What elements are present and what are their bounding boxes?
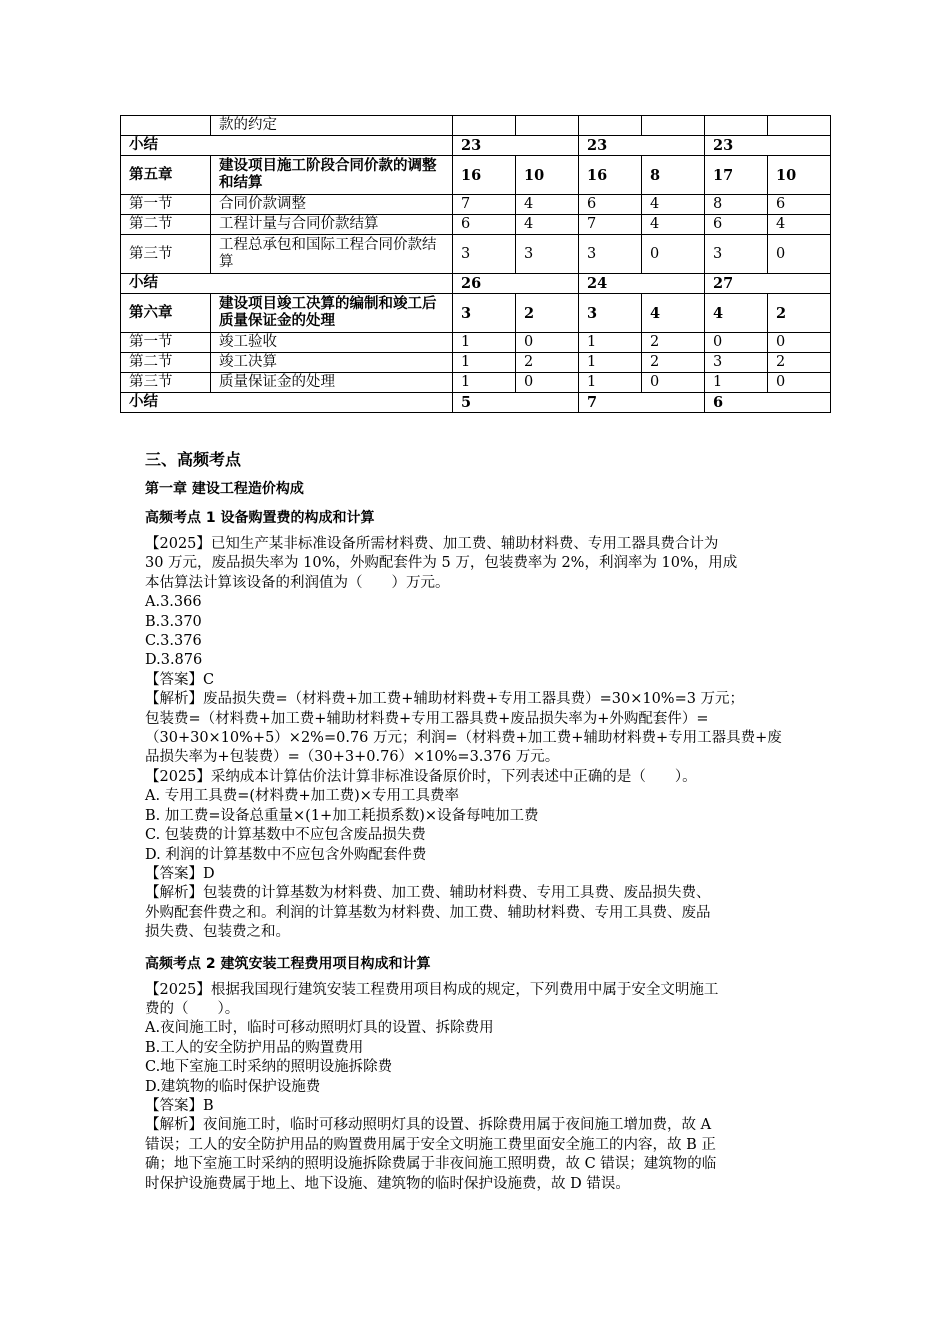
- row-title: 款的约定: [211, 116, 453, 136]
- text-line: C. 包装费的计算基数中不应包含废品损失费: [145, 827, 426, 844]
- subtotal-value: 23: [579, 136, 705, 156]
- key-point-2-text: [145, 981, 805, 1194]
- cell-value: [516, 116, 579, 136]
- row-title: 竣工验收: [211, 333, 453, 353]
- cell-value: [453, 116, 516, 136]
- text-line: 本估算法计算该设备的利润值为（ ）万元。: [145, 574, 450, 591]
- cell-value: 3: [579, 294, 642, 333]
- table-row: [121, 235, 831, 274]
- cell-value: 1: [579, 333, 642, 353]
- cell-value: 2: [516, 294, 579, 333]
- cell-value: 4: [516, 195, 579, 215]
- text-line: 【解析】夜间施工时，临时可移动照明灯具的设置、拆除费用属于夜间施工增加费，故 A: [145, 1117, 712, 1134]
- text-line: A.夜间施工时，临时可移动照明灯具的设置、拆除费用: [145, 1020, 494, 1037]
- cell-value: 4: [642, 294, 705, 333]
- text-line: 【答案】D: [145, 865, 215, 882]
- cell-value: 4: [768, 215, 831, 235]
- text-line: D. 利润的计算基数中不应包含外购配套件费: [145, 846, 427, 863]
- subtotal-value: 6: [705, 393, 831, 413]
- cell-value: 3: [453, 294, 516, 333]
- cell-value: 0: [768, 333, 831, 353]
- cell-value: 8: [642, 156, 705, 195]
- cell-value: [579, 116, 642, 136]
- text-line: A. 专用工具费=(材料费+加工费)×专用工具费率: [145, 788, 459, 805]
- row-label: [121, 116, 211, 136]
- text-line: D.建筑物的临时保护设施费: [145, 1078, 321, 1095]
- table-row: [121, 215, 831, 235]
- cell-value: 2: [642, 353, 705, 373]
- cell-value: 6: [453, 215, 516, 235]
- table-row: [121, 274, 831, 294]
- cell-value: 6: [705, 215, 768, 235]
- text-line: 费的（ ）。: [145, 1000, 240, 1017]
- row-title: 工程计量与合同价款结算: [211, 215, 453, 235]
- chapter-title: 第一章 建设工程造价构成: [145, 481, 304, 497]
- row-label: 第二节: [121, 215, 211, 235]
- table-row: [121, 116, 831, 136]
- text-line: （30+30×10%+5）×2%=0.76 万元；利润=（材料费+加工费+辅助材料费+专用工器具费+废: [145, 730, 782, 747]
- cell-value: 4: [516, 215, 579, 235]
- cell-value: 3: [516, 235, 579, 274]
- row-label: 第一节: [121, 195, 211, 215]
- text-line: 【答案】B: [145, 1097, 214, 1114]
- subtotal-value: 23: [705, 136, 831, 156]
- row-label: 小结: [121, 136, 453, 156]
- row-label: 第五章: [121, 156, 211, 195]
- cell-value: 6: [579, 195, 642, 215]
- table-row: [121, 195, 831, 215]
- text-line: 【2025】已知生产某非标准设备所需材料费、加工费、辅助材料费、专用工器具费合计为: [145, 536, 719, 552]
- row-title: 合同价款调整: [211, 195, 453, 215]
- table-row: [121, 353, 831, 373]
- text-line: 错误；工人的安全防护用品的购置费用属于安全文明施工费里面安全施工的内容，故 B 正: [145, 1136, 716, 1153]
- table-row: [121, 393, 831, 413]
- cell-value: 3: [453, 235, 516, 274]
- cell-value: 7: [579, 215, 642, 235]
- cell-value: 4: [642, 195, 705, 215]
- text-line: D.3.876: [145, 652, 203, 669]
- text-line: 30 万元，废品损失率为 10%，外购配套件为 5 万，包装费率为 2%，利润率为 10%，用成: [145, 555, 738, 572]
- table-row: [121, 156, 831, 195]
- key-point-1-title: 高频考点 1 设备购置费的构成和计算: [145, 510, 375, 526]
- cell-value: 1: [705, 373, 768, 393]
- cell-value: 16: [453, 156, 516, 195]
- cell-value: 2: [768, 294, 831, 333]
- table-row: [121, 333, 831, 353]
- cell-value: 16: [579, 156, 642, 195]
- cell-value: 0: [642, 373, 705, 393]
- cell-value: 1: [453, 353, 516, 373]
- row-title: 质量保证金的处理: [211, 373, 453, 393]
- cell-value: 2: [642, 333, 705, 353]
- cell-value: 2: [516, 353, 579, 373]
- cell-value: 2: [768, 353, 831, 373]
- text-line: 【2025】根据我国现行建筑安装工程费用项目构成的规定，下列费用中属于安全文明施工: [145, 981, 719, 998]
- text-line: B.3.370: [145, 613, 202, 630]
- table-row: [121, 136, 831, 156]
- cell-value: 10: [768, 156, 831, 195]
- row-label: 第一节: [121, 333, 211, 353]
- content-body: [145, 441, 805, 1194]
- text-line: 时保护设施费属于地上、地下设施、建筑物的临时保护设施费，故 D 错误。: [145, 1175, 630, 1192]
- cell-value: 17: [705, 156, 768, 195]
- cell-value: 3: [705, 353, 768, 373]
- section-title: 三、高频考点: [145, 450, 242, 469]
- cell-value: 4: [642, 215, 705, 235]
- cell-value: 8: [705, 195, 768, 215]
- text-line: 【答案】C: [145, 671, 215, 688]
- text-line: A.3.366: [145, 594, 202, 611]
- subtotal-value: 24: [579, 274, 705, 294]
- cell-value: 1: [453, 373, 516, 393]
- text-line: 【解析】废品损失费=（材料费+加工费+辅助材料费+专用工器具费）=30×10%=3 万元；: [145, 691, 745, 708]
- exam-statistics-table: [120, 115, 831, 413]
- row-title: 建设项目施工阶段合同价款的调整和结算: [211, 156, 453, 195]
- text-line: 包装费=（材料费+加工费+辅助材料费+专用工器具费+废品损失率为+外购配套件）=: [145, 710, 709, 727]
- row-title: 工程总承包和国际工程合同价款结算: [211, 235, 453, 274]
- key-point-1-text: [145, 535, 805, 943]
- cell-value: 0: [768, 235, 831, 274]
- subtotal-value: 26: [453, 274, 579, 294]
- text-line: C.3.376: [145, 633, 202, 650]
- key-point-2-title: 高频考点 2 建筑安装工程费用项目构成和计算: [145, 955, 431, 972]
- text-line: 损失费、包装费之和。: [145, 924, 290, 941]
- cell-value: 1: [579, 353, 642, 373]
- row-label: 小结: [121, 274, 453, 294]
- cell-value: 3: [579, 235, 642, 274]
- text-line: 【解析】包装费的计算基数为材料费、加工费、辅助材料费、专用工具费、废品损失费、: [145, 885, 711, 902]
- cell-value: 6: [768, 195, 831, 215]
- cell-value: 0: [516, 333, 579, 353]
- subtotal-value: 5: [453, 393, 579, 413]
- cell-value: 4: [705, 294, 768, 333]
- text-line: 【2025】采纳成本计算估价法计算非标准设备原价时，下列表述中正确的是（ ）。: [145, 768, 697, 785]
- row-label: 小结: [121, 393, 453, 413]
- cell-value: 1: [579, 373, 642, 393]
- table-row: [121, 373, 831, 393]
- subtotal-value: 7: [579, 393, 705, 413]
- cell-value: [768, 116, 831, 136]
- row-title: 竣工决算: [211, 353, 453, 373]
- text-line: 确；地下室施工时采纳的照明设施拆除费属于非夜间施工照明费，故 C 错误；建筑物的临: [145, 1156, 717, 1173]
- cell-value: [705, 116, 768, 136]
- cell-value: 0: [705, 333, 768, 353]
- cell-value: 3: [705, 235, 768, 274]
- row-title: 建设项目竣工决算的编制和竣工后质量保证金的处理: [211, 294, 453, 333]
- row-label: 第六章: [121, 294, 211, 333]
- cell-value: 1: [453, 333, 516, 353]
- subtotal-value: 23: [453, 136, 579, 156]
- table-row: [121, 294, 831, 333]
- text-line: 外购配套件费之和。利润的计算基数为材料费、加工费、辅助材料费、专用工具费、废品: [145, 904, 711, 921]
- text-line: 品损失率为+包装费）=（30+3+0.76）×10%=3.376 万元。: [145, 749, 560, 766]
- cell-value: [642, 116, 705, 136]
- cell-value: 0: [768, 373, 831, 393]
- text-line: B. 加工费=设备总重量×(1+加工耗损系数)×设备每吨加工费: [145, 807, 539, 824]
- text-line: C.地下室施工时采纳的照明设施拆除费: [145, 1059, 393, 1076]
- cell-value: 0: [642, 235, 705, 274]
- row-label: 第二节: [121, 353, 211, 373]
- cell-value: 10: [516, 156, 579, 195]
- cell-value: 0: [516, 373, 579, 393]
- row-label: 第三节: [121, 373, 211, 393]
- text-line: B.工人的安全防护用品的购置费用: [145, 1039, 364, 1056]
- cell-value: 7: [453, 195, 516, 215]
- row-label: 第三节: [121, 235, 211, 274]
- subtotal-value: 27: [705, 274, 831, 294]
